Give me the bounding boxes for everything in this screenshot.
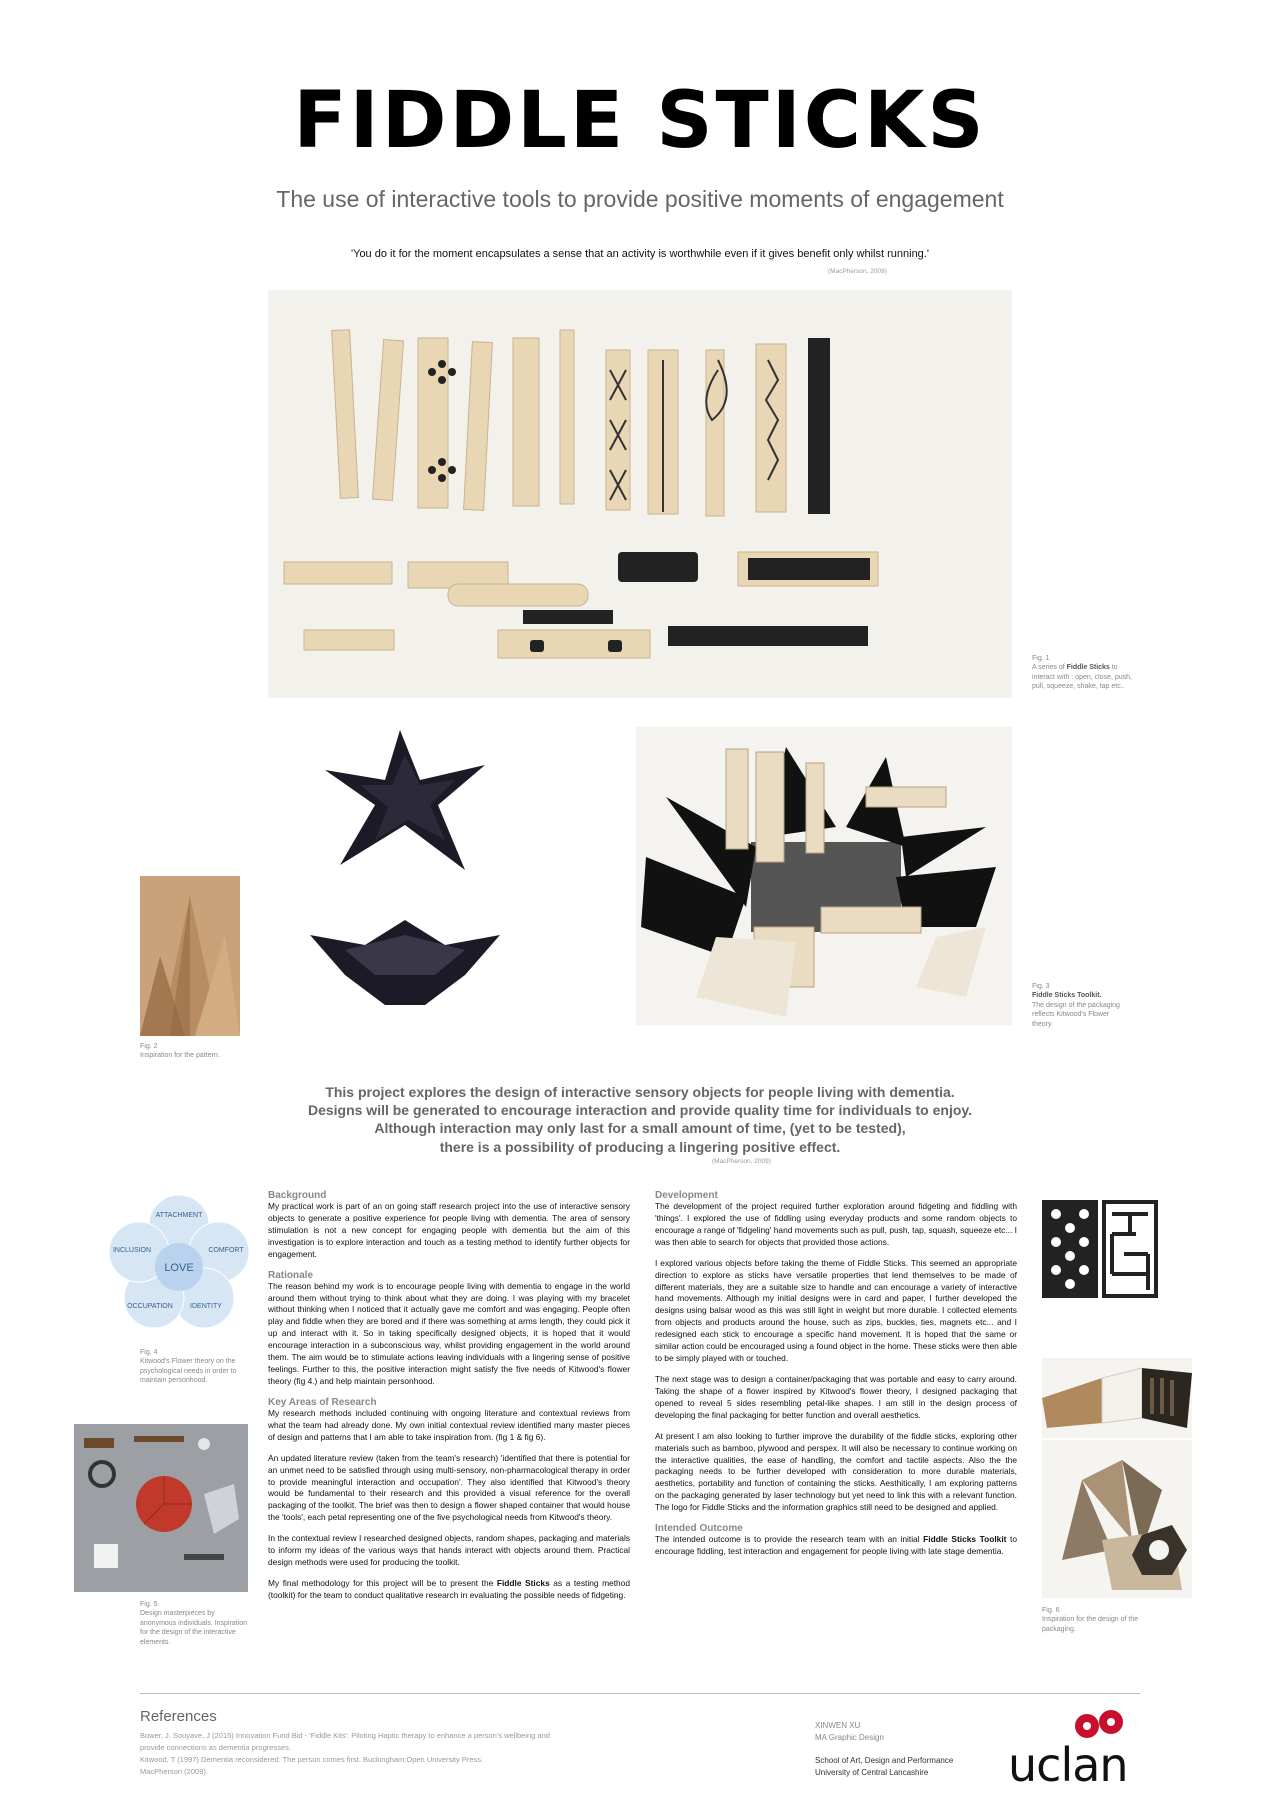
methodology-bold: Fiddle Sticks [496, 1577, 550, 1588]
research-paragraph: In the contextual review I researched designed objects, random shapes, packaging and materials to inform my ideas of the various ways that hands interact with objects around them. Practical design methods were used for producing the toolkit. [268, 1533, 630, 1568]
fig4-text: Kitwood's Flower theory on the psychological needs in order to maintain personhood. [140, 1358, 237, 1385]
outcome-paragraph [655, 1534, 1017, 1558]
petal-label: COMFORT [208, 1247, 244, 1254]
fig2-caption [140, 1042, 260, 1061]
reference-line: Bower, J. Souyave, J (2015) Innovation Fund Bid - 'Fiddle Kits': Piloting Haptic therapy to enhance a person's wellbeing and [140, 1731, 550, 1740]
fig5-caption [140, 1600, 250, 1647]
packaging-fan-photo [1042, 1440, 1192, 1598]
reference-line: Kitwood, T (1997) Dementia reconsidered: The person comes first. Buckingham;Open University Press. [140, 1755, 484, 1764]
petal-label: OCCUPATION [127, 1303, 173, 1310]
petal-label: ATTACHMENT [155, 1212, 203, 1219]
fig1-number: Fig. 1 [1032, 655, 1050, 662]
statement-line: Designs will be generated to encourage interaction and provide quality time for individuals to enjoy. [307, 1102, 973, 1119]
quote-citation: (MacPherson, 2009) [828, 268, 887, 275]
fig5-number: Fig. 5 [140, 1601, 158, 1608]
fig4-number: Fig. 4 [140, 1349, 158, 1356]
fig2-number: Fig. 2 [140, 1043, 158, 1050]
project-statement [200, 1083, 1080, 1156]
design-masterpieces-photo [74, 1424, 248, 1592]
rationale-paragraph: The reason behind my work is to encourage people living with dementia to engage in the world around them without trying to think about what they are doing. I was playing with my bracelet without thinking when I noticed that it actually gave me comfort and was engaging. People often play and fiddle when they are bored and if there was something at arms length, they could pick it up and interact with it. So in taking specifically designed objects, it is hoped that it would encourage interaction in a subconscious way, whilst providing engagement in the world around them. The aim would be to stimulate actions leaving individuals with a lingering sense of positive feelings. Further to this, the positive interaction might satisfy the five needs of Kitwood's flower theory (fig 4.) and help maintain personhood. [268, 1280, 630, 1386]
fig3-text-bold: Fiddle Sticks Toolkit. [1032, 992, 1102, 1000]
research-methodology-paragraph [268, 1578, 630, 1602]
packaging-open-photo [1042, 1358, 1192, 1438]
author-school: School of Art, Design and Performance [815, 1756, 954, 1766]
footer-divider [140, 1693, 1140, 1694]
opening-quote [300, 248, 980, 260]
statement-line: Although interaction may only last for a small amount of time, (yet to be tested), [374, 1120, 906, 1137]
petal-label: INCLUSION [112, 1247, 152, 1254]
pattern-inspiration-photo [140, 876, 240, 1036]
outcome-heading: Intended Outcome [655, 1523, 743, 1535]
fig4-caption [140, 1348, 250, 1386]
author-university: University of Central Lancashire [815, 1767, 929, 1777]
poster-subtitle: The use of interactive tools to provide positive moments of engagement [276, 186, 1004, 212]
author-name: XINWEN XU [815, 1721, 861, 1730]
reference-line: MacPherson (2009). [140, 1767, 208, 1776]
fig1-caption [1032, 654, 1132, 692]
outcome-bold: Fiddle Sticks Toolkit [923, 1534, 1007, 1545]
outcome-text-end: to encourage fiddling, test interaction and engagement for people living with late stage dementia. [655, 1534, 1017, 1557]
rationale-heading: Rationale [268, 1269, 314, 1281]
development-paragraph: The next stage was to design a container/packaging that was portable and easy to carry around. Taking the shape of a flower inspired by Kitwood's flower theory, I designed packaging that opened to reveal 5 sides resembling petal-like shapes. I am still in the design process of developing the final packaging for better function and overall aesthetics. [655, 1373, 1017, 1420]
references-list [140, 1730, 660, 1778]
references-heading: References [140, 1708, 217, 1725]
methodology-text: My final methodology for this project will be to present the [268, 1577, 497, 1588]
fiddle-sticks-photo [268, 290, 1012, 698]
development-paragraph: I explored various objects before taking the theme of Fiddle Sticks. This seemed an appropriate direction to explore as sticks have versatile properties that lend themselves to be made of different materials, they are a suitable size to handle and can encourage a variety of interactive hand movements. Although my initial designs were in card and paper, I further developed the designs using balsar wood as this was still light in weight but more durable. I collected elements from objects and products around the house, such as zips, buckles, ties, magnets etc... and I redesigned each stick to encourage a specific hand movement. It is hoped that the same or similar action could be encouraged using a found object in the home. These sticks were then able to be simply played with or touched. [655, 1257, 1017, 1364]
reference-line: provide connections as dementia progresses. [140, 1743, 291, 1752]
fig5-text: Design masterpieces by anonymous individuals. Inspiration for the design of the interactive elements. [140, 1610, 248, 1646]
development-paragraph: At present I am also looking to further improve the durability of the fiddle sticks, exploring other materials such as bamboo, plywood and perspex. It will also be necessary to continue working on the interactive qualities, the ease of handling, the comfort and tactile aspects. Also the the packaging needs to be further developed with consideration to more durable materials, aesthetics, portability and function of containing the sticks. Aesthitically, I am exploring patterns on the packaging generated by laser technology but yet need to link this with a relevant function. The logo for Fiddle Sticks and the information graphics still need to be designed and applied. [655, 1430, 1017, 1513]
fig3-caption [1032, 982, 1132, 1029]
star-packaging-side-photo [305, 915, 505, 1015]
fig1-text-post: to interact with : open, close, push, pull, squeeze, shake, tap etc.. [1032, 664, 1132, 691]
fig2-text: Inspiration for the pattern. [140, 1052, 220, 1060]
author-block [815, 1720, 995, 1778]
fig6-number: Fig. 6 [1042, 1607, 1060, 1614]
development-paragraph: The development of the project required further exploration around fidgeting and fiddling with 'things'. I explored the use of fiddling using everyday products and some random objects to encourage a range of 'fidgeling' hand movements such as pull, push, tap, squash, squeeze etc... I was then able to search for objects that provided those actions. [655, 1201, 1017, 1247]
methodology-text-end: as a testing method (toolkit) for the team to conduct qualitative research in evaluating the possible needs of fidgeting. [268, 1577, 630, 1600]
background-heading: Background [268, 1190, 327, 1201]
fig6-caption [1042, 1606, 1152, 1634]
background-paragraph: My practical work is part of an on going staff research project into the use of interactive sensory objects to generate a positive experience for people living with dementia. The area of sensory stimulation is not a new concept for engaging people with dementia but the aim of this investigation is to explore interaction and touch as a testing method to identify further objects for engagement. [268, 1201, 630, 1259]
left-text-column [268, 1190, 630, 1611]
fig1-text-pre: A series of [1032, 664, 1067, 672]
star-packaging-top-photo [320, 725, 490, 875]
toolkit-photo [636, 727, 1012, 1025]
author-course: MA Graphic Design [815, 1732, 884, 1742]
kitwood-flower-diagram [104, 1190, 254, 1340]
flower-center-label: LOVE [164, 1262, 194, 1274]
research-paragraph: An updated literature review (taken from the team's research) 'identified that there is potential for an unmet need to be satisfied through using multi-sensory, non-pharmacological therapy in order to provide meaningful interaction and occupation'. They also identified that Kitwood's theory would be fundamental to their research and this provided a visual reference for the overall packaging of the toolkit. The brief was then to design a flower shaped container that would house the 'tools', each petal representing one of the five psychological needs from Kitwood's theory. [268, 1452, 630, 1523]
statement-line: there is a possibility of producing a lingering positive effect. [439, 1138, 841, 1155]
petal-label: IDENTITY [190, 1303, 222, 1310]
uclan-logo: uclan [1008, 1738, 1128, 1792]
statement-line: This project explores the design of interactive sensory objects for people living with dementia. [325, 1084, 955, 1100]
poster-title: FIDDLE STICKS [293, 76, 987, 166]
fig6-text: Inspiration for the design of the packaging. [1042, 1616, 1139, 1633]
lattice-pattern-2 [1102, 1200, 1158, 1298]
research-heading: Key Areas of Research [268, 1396, 377, 1408]
development-heading: Development [655, 1190, 718, 1201]
outcome-text: The intended outcome is to provide the research team with an initial [655, 1534, 924, 1545]
lattice-pattern-1 [1042, 1200, 1098, 1298]
right-text-column [655, 1190, 1017, 1567]
fig3-text: The design of the packaging reflects Kitwood's Flower theory. [1032, 1001, 1120, 1028]
quote-text: 'You do it for the moment encapsulates a sense that an activity is worthwhile even if it gives benefit only whilst running.' [351, 248, 929, 260]
fig3-number: Fig. 3 [1032, 983, 1050, 990]
fig1-text-bold: Fiddle Sticks [1066, 664, 1110, 672]
statement-citation: (MacPherson, 2009) [712, 1158, 771, 1165]
research-paragraph: My research methods included continuing with ongoing literature and contextual reviews from what the team had already done. My own initial contextual review identified many master pieces of design and patterns that I am able to take inspiration from. (fig 1 & fig 6). [268, 1407, 630, 1442]
